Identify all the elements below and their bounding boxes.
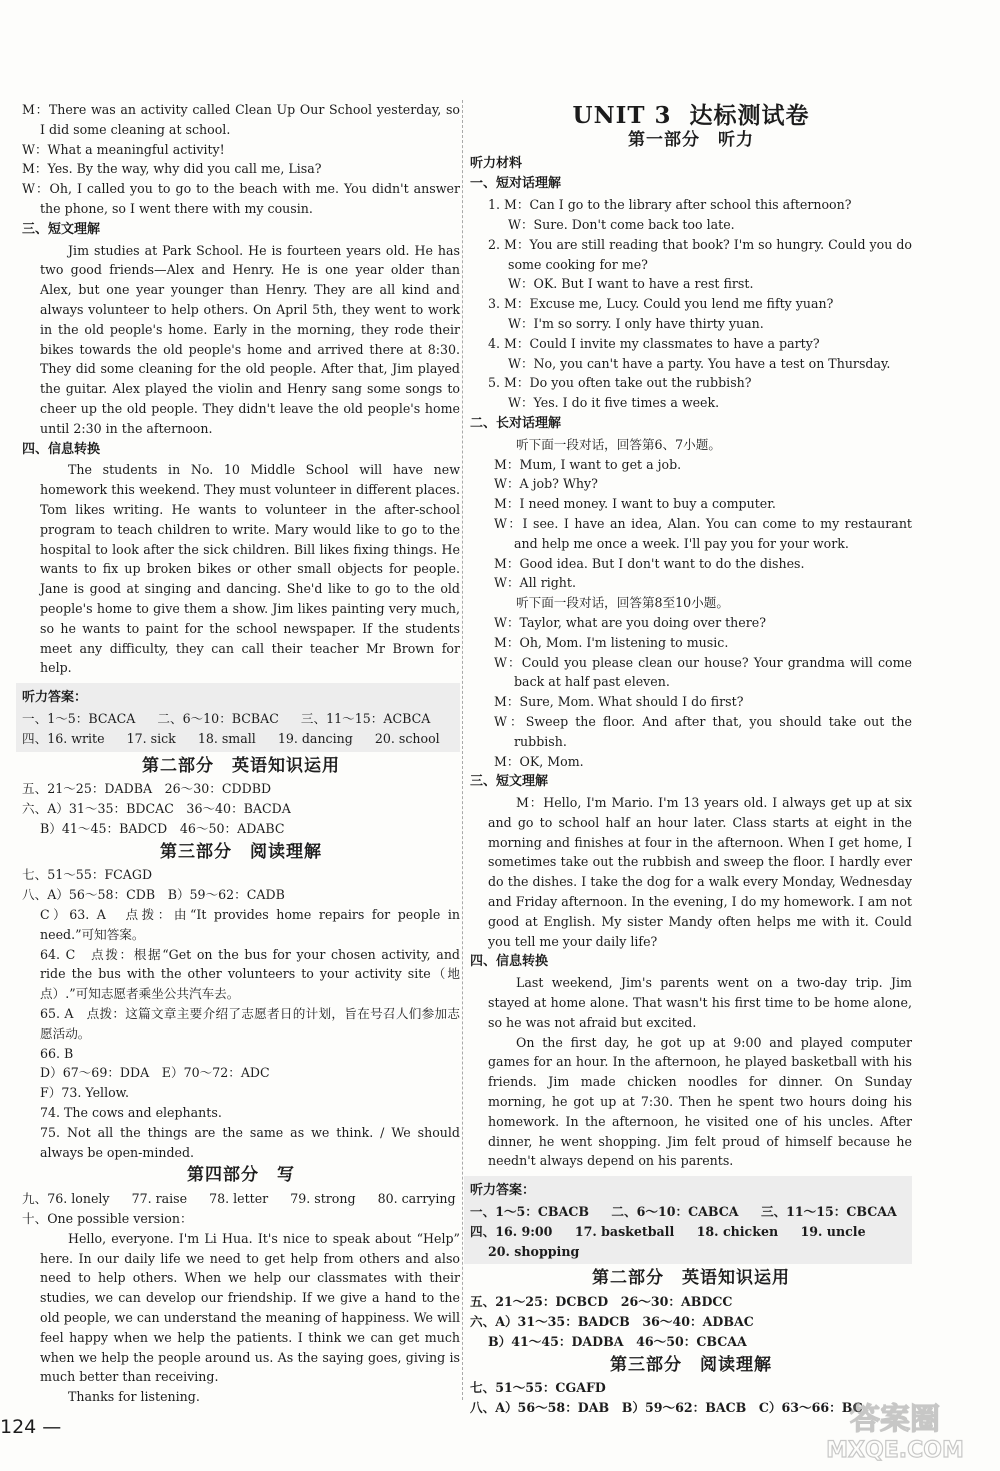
answer-line xyxy=(22,709,454,729)
answers-heading: 听力答案： xyxy=(22,690,88,706)
writing-sample: Hello, everyone. I'm Li Hua. It's nice to speak about “Help” here. In our daily life we need to get help from others and also need to help others. When we help our classmates with their studies, we can develop our friendship. If we give a hand to the old people, we can understand the meaning of happiness. We will feel happy when we help the patients. I think we can get much when we help the people around us. As the saying goes, giving is much better than receiving. xyxy=(40,1230,460,1385)
dialog-line: M：I need money. I want to buy a computer. xyxy=(494,496,776,512)
answer-explanation: C）63. A 点拨：由“It provides home repairs for people in need.”可知答案。 xyxy=(40,907,460,942)
watermark-url: MXQE.COM xyxy=(826,1438,964,1463)
part-heading: 第三部分 阅读理解 xyxy=(160,841,322,862)
passage-text: Jim studies at Park School. He is fourteen years old. He has two good friends—Alex and Henry. He is one year older than Alex, but one year younger than Henry. They are all kind and always volunteer to help others. On April 5th, they went to work in the old people's home. Early in the morning, they rode their bikes towards the old people's home and arrived there at 8:30. They did some cleaning for the old people. After that, Jim played the guitar. Alex played the violin and Henry sang some songs to cheer up the old people. They didn't leave the old people's home until 2:30 in the afternoon. xyxy=(40,242,460,436)
answer-line: 五、21～25：DCBCD 26～30：ABDCC xyxy=(470,1294,733,1310)
watermark-cn: 答案圈 xyxy=(850,1402,940,1437)
dialog-line: M：Yes. By the way, why did you call me, Lisa? xyxy=(22,161,322,177)
answer-line: 八、A）56～58：DAB B）59～62：BACB C）63～66：BC xyxy=(470,1400,863,1416)
dialog-line: 4. M：Could I invite my classmates to have a party? xyxy=(488,335,820,351)
answer-item: 四、16. 9:00 xyxy=(470,1223,553,1239)
passage-text: M：Hello, I'm Mario. I'm 13 years old. I always get up at six and go to school half an hour later. Class starts at eight in the morning and finishes at four in the afternoon. When I get home, I sometimes take out the rubbish and sweep the floor. I hardly ever do the dishes. I take the dog for a walk every Monday, Wednesday and Friday afternoon. In the evening, I do my homework. I am not good at English. My sister Mandy often helps me with it. Could you tell me your daily life? xyxy=(488,795,912,949)
answer-group: 一、1～5：CBACB xyxy=(470,1204,590,1220)
answer-group: 三、11～15：ACBCA xyxy=(300,710,431,726)
answer-group: 三、11～15：CBCAA xyxy=(760,1204,897,1220)
dialog-instruction: 听下面一段对话，回答第6、7小题。 xyxy=(516,436,721,452)
dialog-line: W：What a meaningful activity! xyxy=(22,141,225,157)
dialog-line: M：Good idea. But I don't want to do the dishes. xyxy=(494,555,805,571)
passage-text: The students in No. 10 Middle School will have new homework this weekend. They must volunteer in different places. Tom likes writing. He wants to volunteer in the after-school program to teach children to write. Mary would like to go to the hospital to look after the sick children. Bill likes fixing things. He wants to fix up broken bikes or other small objects for people. Jane is good at singing and dancing. She'd like to go to the old people's home to give them a show. Jim likes painting very much, so he wants to paint for the school newspaper. If the students meet any difficulty, they can call their teacher Mr Brown for help. xyxy=(40,462,460,676)
answer-item: 18. small xyxy=(197,730,256,746)
dialog-line: W：All right. xyxy=(494,575,576,591)
answer-line: 八、A）56～58：CDB B）59～62：CADB xyxy=(22,887,285,903)
column-divider xyxy=(462,100,463,1400)
answer-item: 19. dancing xyxy=(277,730,353,746)
unit-title xyxy=(470,102,912,129)
listening-answers xyxy=(16,683,460,751)
answer-line: 七、51～55：CGAFD xyxy=(470,1380,606,1396)
answer-line: 五、21～25：DADBA 26～30：CDDBD xyxy=(22,781,272,797)
dialog-line: W：Oh, I called you to go to the beach with me. You didn't answer the phone, so I went there with my cousin. xyxy=(22,181,460,216)
answer-item: 20. school xyxy=(374,730,440,746)
dialog-line: W：Could you please clean our house? Your grandma will come back at half past eleven. xyxy=(494,654,912,690)
section-heading: 四、信息转换 xyxy=(22,441,101,457)
answers-heading: 听力答案： xyxy=(470,1183,536,1199)
answer-line xyxy=(470,1222,906,1242)
answer-line: 66. B xyxy=(40,1045,74,1061)
dialog-line: 1. M：Can I go to the library after school this afternoon? xyxy=(488,197,852,213)
dialog-line: W：I see. I have an idea, Alan. You can come to my restaurant and help me once a week. I'll pay you for your work. xyxy=(494,515,912,551)
section-heading: 四、信息转换 xyxy=(470,954,549,970)
answer-line xyxy=(22,1189,460,1209)
part-heading: 第一部分 听力 xyxy=(628,129,754,150)
answer-line: B）41～45：BADCD 46～50：ADABC xyxy=(40,820,285,836)
dialog-line: W：A job? Why? xyxy=(494,476,598,492)
answer-item: 77. raise xyxy=(131,1191,188,1207)
dialog-line: M：OK, Mom. xyxy=(494,753,584,769)
answer-line xyxy=(470,1202,906,1222)
answer-line: 75. Not all the things are the same as we think. / We should always be open-minded. xyxy=(40,1124,460,1160)
answer-item: 四、16. write xyxy=(22,730,105,746)
section-heading: 二、长对话理解 xyxy=(470,415,562,431)
answer-explanation: 65. A 点拨：这篇文章主要介绍了志愿者日的计划，旨在号召人们参加志愿活动。 xyxy=(40,1006,460,1041)
section-heading: 三、短文理解 xyxy=(22,221,101,237)
dialog-instruction: 听下面一段对话，回答第8至10小题。 xyxy=(516,595,729,611)
dialog-line: W：I'm so sorry. I only have thirty yuan. xyxy=(508,315,764,331)
dialog-line: W：Yes. I do it five times a week. xyxy=(508,395,720,411)
dialog-line: W：Sure. Don't come back too late. xyxy=(508,216,735,232)
answer-line: 74. The cows and elephants. xyxy=(40,1105,222,1121)
watermark-logo xyxy=(800,1393,990,1463)
answer-line: F）73. Yellow. xyxy=(40,1085,129,1101)
dialog-line: W：Sweep the floor. And after that, you should take out the rubbish. xyxy=(494,713,912,749)
answer-explanation: 64. C 点拨：根据“Get on the bus for your chosen activity, and ride the bus with the other volunteers to your activity site（地点）.”可知志愿者乘坐公共汽车去。 xyxy=(40,946,460,1002)
answer-item: 17. sick xyxy=(126,730,176,746)
section-heading: 三、短文理解 xyxy=(470,774,549,790)
dialog-line: 5. M：Do you often take out the rubbish? xyxy=(488,375,752,391)
answer-line: 七、51～55：FCAGD xyxy=(22,867,153,883)
dialog-line: M：Sure, Mom. What should I do first? xyxy=(494,694,744,710)
dialog-line: M：There was an activity called Clean Up Our School yesterday, so I did some cleaning at school. xyxy=(22,102,460,137)
passage-text: On the first day, he got up at 9:00 and played computer games for an hour. In the afternoon, he played basketball with his friends. Jim made chicken noodles for dinner. On Sunday morning, he got up at 7:30. Then he spent two hours doing his homework. In the afternoon, he visited one of his uncles. After dinner, he went shopping. Jim felt proud of himself because he needn't always depend on his parents. xyxy=(488,1034,912,1169)
dialog-line: W：Taylor, what are you doing over there? xyxy=(494,614,766,630)
listening-answers xyxy=(464,1176,912,1264)
answer-group: 一、1～5：BCACA xyxy=(22,710,136,726)
answer-line: 六、A）31～35：BADCB 36～40：ADBAC xyxy=(470,1314,754,1330)
part-heading: 第三部分 阅读理解 xyxy=(610,1354,772,1375)
unit-label: UNIT 3 xyxy=(572,102,672,129)
answer-item: 79. strong xyxy=(290,1191,356,1207)
answer-line: 六、A）31～35：BDCAC 36～40：BACDA xyxy=(22,801,291,817)
unit-subtitle: 达标测试卷 xyxy=(689,103,810,129)
answer-item: 18. chicken xyxy=(696,1223,779,1239)
section-heading: 一、短对话理解 xyxy=(470,176,562,192)
answer-group: 二、6～10：BCBAC xyxy=(157,710,279,726)
left-column xyxy=(22,100,460,1407)
right-column xyxy=(470,100,912,1418)
writing-heading: 十、One possible version： xyxy=(22,1211,193,1227)
dialog-line: M：Oh, Mom. I'm listening to music. xyxy=(494,634,729,650)
answer-line: B）41～45：DADBA 46～50：CBCAA xyxy=(488,1333,747,1349)
answer-item: 19. uncle xyxy=(800,1223,866,1239)
answer-line: D）67～69：DDA E）70～72：ADC xyxy=(40,1065,270,1081)
dialog-line: 2. M：You are still reading that book? I'm so hungry. Could you do some cooking for me? xyxy=(488,236,912,272)
part-heading: 第二部分 英语知识运用 xyxy=(142,755,340,776)
answer-item: 20. shopping xyxy=(488,1243,580,1259)
dialog-line: W：OK. But I want to have a rest first. xyxy=(508,276,754,292)
answer-item: 78. letter xyxy=(209,1191,269,1207)
page-number: 124 — xyxy=(0,1416,62,1438)
passage-text: Last weekend, Jim's parents went on a two-day trip. Jim stayed at home alone. That wasn't his first time to be home alone, so he was not afraid but excited. xyxy=(488,975,912,1030)
answer-item: 九、76. lonely xyxy=(22,1191,110,1207)
part-heading: 第四部分 写 xyxy=(187,1165,295,1186)
answer-group: 二、6～10：CABCA xyxy=(611,1204,739,1220)
part-heading: 第二部分 英语知识运用 xyxy=(592,1268,790,1289)
dialog-line: W：No, you can't have a party. You have a test on Thursday. xyxy=(508,355,891,371)
dialog-line: 3. M：Excuse me, Lucy. Could you lend me fifty yuan? xyxy=(488,296,834,312)
answer-line xyxy=(22,729,454,749)
answer-item: 80. carrying xyxy=(377,1191,456,1207)
writing-closing: Thanks for listening. xyxy=(68,1389,200,1405)
dialog-line: M：Mum, I want to get a job. xyxy=(494,456,682,472)
material-heading: 听力材料 xyxy=(470,155,523,171)
answer-item: 17. basketball xyxy=(574,1223,675,1239)
